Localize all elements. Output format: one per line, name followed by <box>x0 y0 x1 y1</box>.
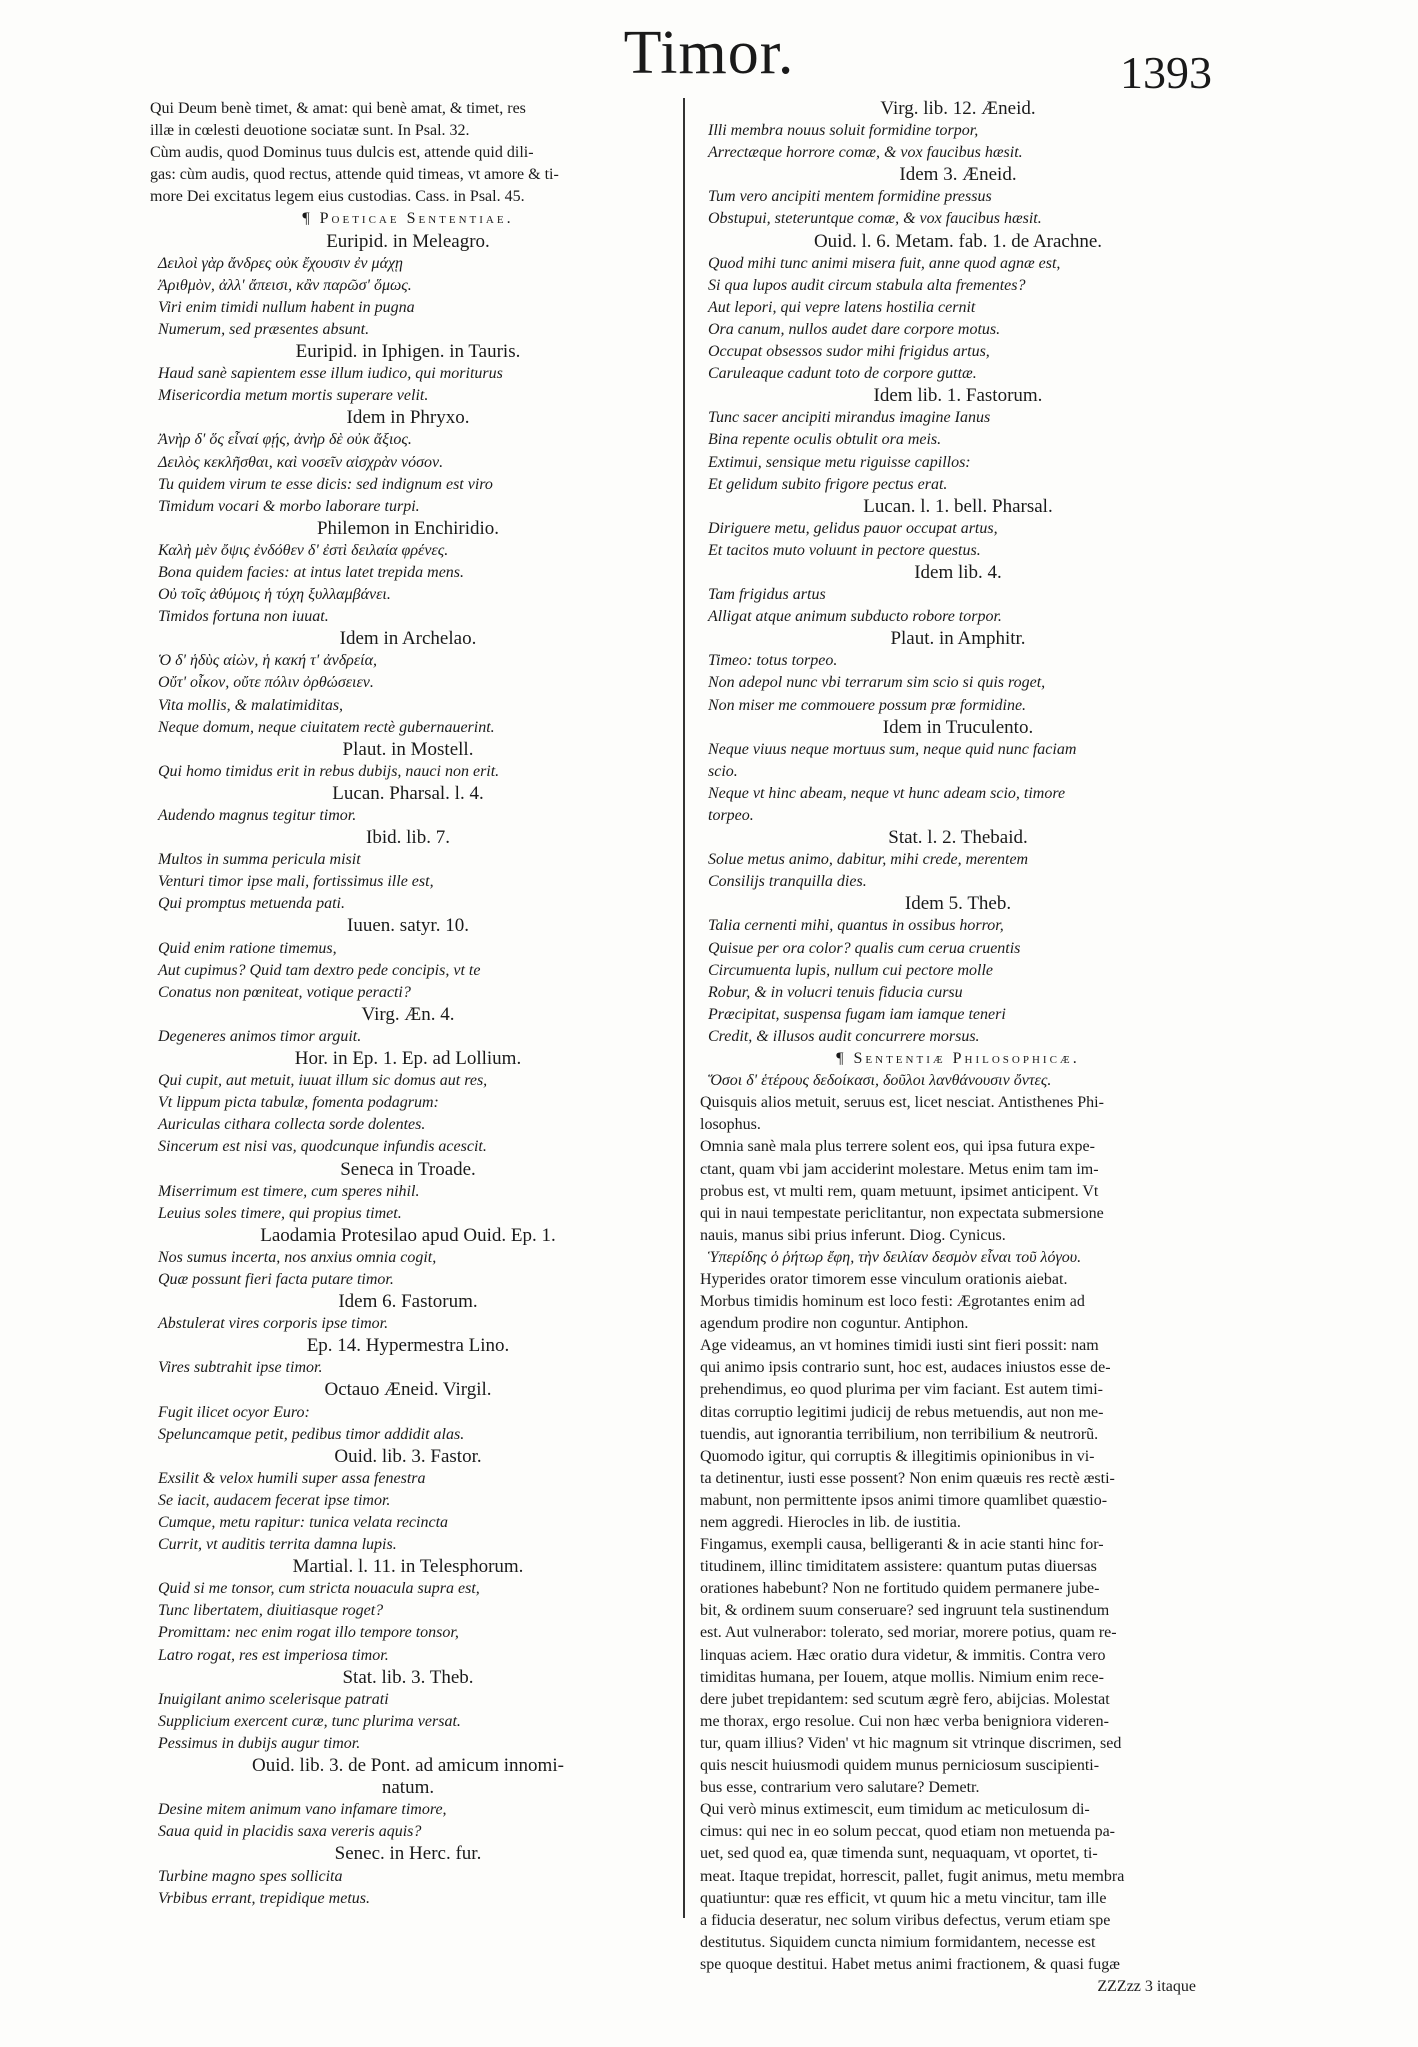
prose-line: Morbus timidis hominum est loco festi: Ægrotantes enim ad <box>700 1293 1085 1311</box>
prose-line: linquas aciem. Hæc oratio dura videtur, & immitis. Contra vero <box>700 1646 1106 1664</box>
prose-line: qui in naui tempestate periclitantur, non expectata submersione <box>700 1204 1104 1222</box>
verse-line: Timidos fortuna non iuuat. <box>158 608 329 626</box>
prose-line: quatiuntur: quæ res efficit, vt quum hic a metu vincitur, tam ille <box>700 1889 1107 1907</box>
verse-line: Tum vero ancipiti mentem formidine pressus <box>708 188 992 206</box>
prose-line: agendum prodire non coguntur. Antiphon. <box>700 1315 969 1333</box>
citation-heading: Plaut. in Amphitr. <box>890 628 1026 650</box>
verse-line: Degeneres animos timor arguit. <box>158 1027 362 1045</box>
prose-line: titudinem, illinc timiditatem assistere: quantum putas diuersas <box>700 1558 1097 1576</box>
citation-heading: Lucan. l. 1. bell. Pharsal. <box>863 495 1053 517</box>
prose-line: Fingamus, exempli causa, belligeranti & in acie stanti hinc for- <box>700 1536 1104 1554</box>
greek-line: Ὅσοι δ' ἑτέρους δεδοίκασι, δοῦλοι λανθάνουσιν ὄντες. <box>708 1072 1052 1090</box>
verse-line: Timidum vocari & morbo laborare turpi. <box>158 497 420 515</box>
verse-line: scio. <box>708 762 738 780</box>
prose-line: ditas corruptio legitimi judicij de rebus metuendis, aut non me- <box>700 1403 1104 1421</box>
prose-line: Quisquis alios metuit, seruus est, licet nesciat. Antisthenes Phi- <box>700 1094 1104 1112</box>
prose-line: Cùm audis, quod Dominus tuus dulcis est, attende quid dili- <box>150 144 534 162</box>
verse-line: Quæ possunt fieri facta putare timor. <box>158 1270 394 1288</box>
verse-line: Qui cupit, aut metuit, iuuat illum sic domus aut res, <box>158 1072 488 1090</box>
verse-line: Conatus non pœniteat, votique peracti? <box>158 983 411 1001</box>
prose-line: Omnia sanè mala plus terrere solent eos, qui ipsa futura expe- <box>700 1138 1095 1156</box>
verse-line: Solue metus animo, dabitur, mihi crede, merentem <box>708 851 1029 869</box>
citation-heading: Idem lib. 4. <box>914 561 1002 583</box>
verse-line: Haud sanè sapientem esse illum iudico, qui moriturus <box>158 365 503 383</box>
verse-line: Multos in summa pericula misit <box>158 851 361 869</box>
verse-line: Vita mollis, & malatimiditas, <box>158 696 344 714</box>
verse-line: Desine mitem animum vano infamare timore, <box>158 1801 447 1819</box>
prose-line: probus est, vt multi rem, quam metuunt, ipsimet anticipent. Vt <box>700 1182 1099 1200</box>
verse-line: Et tacitos muto voluunt in pectore questus. <box>708 541 981 559</box>
verse-line: Ora canum, nullos audet dare corpore motus. <box>708 320 1001 338</box>
verse-line: Vt lippum picta tabulæ, fomenta podagrum: <box>158 1094 439 1112</box>
greek-line: Δειλὸς κεκλῆσθαι, καὶ νοσεῖν αἰσχρὰν νόσον. <box>158 453 444 471</box>
verse-line: Venturi timor ipse mali, fortissimus ille est, <box>158 873 434 891</box>
section-heading: ¶ Poeticae Sententiae. <box>302 210 514 228</box>
citation-heading: Stat. l. 2. Thebaid. <box>888 827 1028 849</box>
prose-line: more Dei excitatus legem eius custodias. Cass. in Psal. 45. <box>150 188 525 206</box>
verse-line: Misericordia metum mortis superare velit. <box>158 387 429 405</box>
verse-line: Turbine magno spes sollicita <box>158 1867 343 1885</box>
prose-line: Qui Deum benè timet, & amat: qui benè amat, & timet, res <box>150 100 526 117</box>
verse-line: Neque domum, neque ciuitatem rectè gubernauerint. <box>158 718 495 736</box>
citation-heading: Ouid. lib. 3. Fastor. <box>334 1445 482 1467</box>
prose-line: nem aggredi. Hierocles in lib. de iustitia. <box>700 1514 961 1531</box>
verse-line: Extimui, sensique metu riguisse capillos: <box>708 453 971 471</box>
verse-line: Illi membra nouus soluit formidine torpor, <box>708 122 979 140</box>
prose-line: qui animo ipsis contrario sunt, hoc est, audaces iniustos esse de- <box>700 1359 1111 1377</box>
verse-line: Quid enim ratione timemus, <box>158 939 337 957</box>
prose-line: dere jubet trepidantem: sed scutum ægrè fero, abijcias. Molestat <box>700 1690 1110 1708</box>
citation-heading: Senec. in Herc. fur. <box>334 1843 482 1865</box>
verse-line: Et gelidum subito frigore pectus erat. <box>708 475 948 493</box>
verse-line: Neque viuus neque mortuus sum, neque quid nunc faciam <box>708 740 1077 758</box>
citation-heading: Martial. l. 11. in Telesphorum. <box>292 1556 524 1578</box>
citation-heading: Stat. lib. 3. Theb. <box>342 1666 474 1688</box>
left-column <box>150 98 666 1910</box>
verse-line: Præcipitat, suspensa fugam iam iamque teneri <box>708 1005 1006 1023</box>
verse-line: Tunc sacer ancipiti mirandus imagine Ianus <box>708 409 991 427</box>
verse-line: Leuius soles timere, qui propius timet. <box>158 1204 402 1222</box>
citation-heading: Laodamia Protesilao apud Ouid. Ep. 1. <box>260 1224 556 1246</box>
prose-line: losophus. <box>700 1116 761 1134</box>
verse-line: Consilijs tranquilla dies. <box>708 873 867 891</box>
verse-line: Tam frigidus artus <box>708 586 826 604</box>
verse-line: Diriguere metu, gelidus pauor occupat artus, <box>708 519 998 537</box>
prose-line: destitutus. Siquidem cuncta nimium formidantem, necesse est <box>700 1933 1096 1951</box>
verse-line: Audendo magnus tegitur timor. <box>158 807 357 824</box>
verse-line: Inuigilant animo scelerisque patrati <box>158 1690 389 1708</box>
citation-heading: Hor. in Ep. 1. Ep. ad Lollium. <box>294 1048 522 1070</box>
citation-heading: Euripid. in Meleagro. <box>326 230 490 252</box>
verse-line: Exsilit & velox humili super assa fenestra <box>158 1469 426 1487</box>
verse-line: Credit, & illusos audit concurrere morsus. <box>708 1027 980 1045</box>
verse-line: Qui homo timidus erit in rebus dubijs, nauci non erit. <box>158 762 500 780</box>
verse-line: torpeo. <box>708 807 754 824</box>
citation-heading: Idem 3. Æneid. <box>899 164 1017 186</box>
verse-line: Neque vt hinc abeam, neque vt hunc adeam scio, timore <box>708 784 1066 802</box>
citation-heading: Octauo Æneid. Virgil. <box>324 1379 492 1401</box>
prose-line: nauis, manus sibi prius inferunt. Diog. Cynicus. <box>700 1226 1006 1244</box>
citation-heading: Euripid. in Iphigen. in Tauris. <box>295 341 521 363</box>
citation-heading: Idem 5. Theb. <box>904 893 1012 915</box>
verse-line: Bona quidem facies: at intus latet trepida mens. <box>158 563 465 581</box>
citation-heading: Ep. 14. Hypermestra Lino. <box>306 1335 510 1357</box>
verse-line: Non adepol nunc vbi terrarum sim scio si quis roget, <box>708 674 1046 692</box>
citation-heading: Idem lib. 1. Fastorum. <box>873 385 1043 407</box>
verse-line: Quisue per ora color? qualis cum cerua cruentis <box>708 939 1021 957</box>
verse-line: Robur, & in volucri tenuis fiducia cursu <box>708 983 963 1001</box>
prose-line: orationes habebunt? Non ne fortitudo quidem permanere jube- <box>700 1580 1100 1598</box>
verse-line: Pessimus in dubijs augur timor. <box>158 1734 361 1752</box>
greek-line: Οὔτ' οἶκον, οὔτε πόλιν ὀρθώσειεν. <box>158 674 374 692</box>
verse-line: Cumque, metu rapitur: tunica velata recincta <box>158 1514 449 1531</box>
greek-line: Καλὴ μὲν ὄψις ἐνδόθεν δ' ἐστὶ δειλαία φρένες. <box>158 541 449 559</box>
citation-heading: Idem in Archelao. <box>339 628 477 650</box>
verse-line: Tu quidem virum te esse dicis: sed indignum est viro <box>158 475 493 493</box>
verse-line: Se iacit, audacem fecerat ipse timor. <box>158 1491 391 1509</box>
verse-line: Circumuenta lupis, nullum cui pectore molle <box>708 961 993 979</box>
verse-line: Miserrimum est timere, cum speres nihil. <box>158 1182 420 1200</box>
verse-line: Talia cernenti mihi, quantus in ossibus horror, <box>708 917 1004 935</box>
citation-heading: Ouid. lib. 3. de Pont. ad amicum innomi- <box>252 1755 564 1777</box>
verse-line: Auriculas cithara collecta sorde dolentes. <box>158 1116 426 1134</box>
greek-line: Ἀνὴρ δ' ὅς εἶναί φῄς, ἀνὴρ δὲ οὐκ ἄξιος. <box>158 431 412 449</box>
greek-line: Ὁ δ' ἡδὺς αἰὼν, ἡ κακή τ' ἀνδρεία, <box>158 652 377 670</box>
verse-line: Bina repente oculis obtulit ora meis. <box>708 431 942 449</box>
prose-line: a fiducia deseratur, nec solum viribus defectus, verum etiam spe <box>700 1911 1111 1929</box>
citation-heading: Philemon in Enchiridio. <box>316 517 500 539</box>
verse-line: Saua quid in placidis saxa vereris aquis? <box>158 1823 422 1841</box>
verse-line: Viri enim timidi nullum habent in pugna <box>158 298 415 316</box>
page-number: 1393 <box>1120 47 1212 98</box>
prose-line: bus esse, contrarium vero salutare? Demetr. <box>700 1779 980 1797</box>
prose-line: ta detinentur, iusti esse possent? Non enim quæuis res rectè æsti- <box>700 1469 1115 1487</box>
prose-line: tuendis, aut ignorantia terribilium, non terribilium & neutrorũ. <box>700 1425 1099 1443</box>
prose-line: spe quoque destitui. Habet metus animi fractionem, & quasi fugæ <box>700 1955 1120 1973</box>
verse-line: Obstupui, steteruntque comæ, & vox faucibus hæsit. <box>708 210 1042 228</box>
prose-line: Quomodo igitur, qui corruptis & illegitimis opinionibus in vi- <box>700 1447 1095 1465</box>
verse-line: Nos sumus incerta, nos anxius omnia cogit, <box>158 1248 437 1266</box>
verse-line: Timeo: totus torpeo. <box>708 652 838 670</box>
right-column <box>700 98 1216 1998</box>
greek-line: Ἀριθμὸν, ἀλλ' ἄπεισι, κἂν παρῶσ' ὅμως. <box>158 276 412 294</box>
prose-line: Age videamus, an vt homines timidi iusti sint fieri possit: nam <box>700 1337 1099 1355</box>
citation-heading: Plaut. in Mostell. <box>342 738 474 760</box>
prose-line: Hyperides orator timorem esse vinculum orationis aiebat. <box>700 1270 1068 1288</box>
verse-line: Aut cupimus? Quid tam dextro pede concipis, vt te <box>158 961 481 979</box>
verse-line: Numerum, sed præsentes absunt. <box>158 320 370 338</box>
prose-line: bit, & ordinem suum conseruare? sed ingruunt tela sustinendum <box>700 1602 1110 1620</box>
citation-heading: Virg. lib. 12. Æneid. <box>880 98 1036 119</box>
prose-line: uet, sed quod ea, quæ timenda sunt, nequaquam, vt oportet, ti- <box>700 1845 1098 1863</box>
page-title: Timor. <box>623 19 795 87</box>
prose-line: mabunt, non permittente ipsos animi timore quamlibet quæstio- <box>700 1491 1108 1509</box>
verse-line: Supplicium exercent curæ, tunc plurima versat. <box>158 1712 461 1730</box>
citation-heading: Idem in Truculento. <box>882 716 1034 738</box>
prose-line: Qui verò minus extimescit, eum timidum ac meticulosum di- <box>700 1801 1090 1819</box>
citation-heading: Idem 6. Fastorum. <box>338 1291 478 1313</box>
greek-line: Δειλοὶ γὰρ ἄνδρες οὐκ ἔχουσιν ἐν μάχῃ <box>158 254 403 272</box>
verse-line: Promittam: nec enim rogat illo tempore tonsor, <box>158 1624 459 1642</box>
verse-line: Si qua lupos audit circum stabula alta frementes? <box>708 276 1026 294</box>
greek-line: Ὑπερίδης ὁ ῥήτωρ ἔφη, τὴν δειλίαν δεσμὸν εἶναι τοῦ λόγου. <box>708 1248 1082 1266</box>
citation-heading: Lucan. Pharsal. l. 4. <box>332 782 484 804</box>
prose-line: prehendimus, eo quod plurima per vim faciant. Est autem timi- <box>700 1381 1104 1399</box>
verse-line: Quid si me tonsor, cum stricta nouacula supra est, <box>158 1580 480 1598</box>
prose-line: cimus: qui nec in eo solum peccat, quod etiam non metuenda pa- <box>700 1823 1115 1841</box>
verse-line: Tunc libertatem, diuitiasque roget? <box>158 1602 384 1620</box>
prose-line: illæ in cœlesti deuotione sociatæ sunt. In Psal. 32. <box>150 122 470 140</box>
verse-line: Vrbibus errant, trepidique metus. <box>158 1889 370 1907</box>
prose-line: quis nescit huiusmodi quidem munus perniciosum suscipienti- <box>700 1757 1100 1775</box>
verse-line: Aut lepori, qui vepre latens hostilia cernit <box>708 298 976 316</box>
greek-line: Οὐ τοῖς ἀθύμοις ἡ τύχη ξυλλαμβάνει. <box>158 586 391 604</box>
verse-line: Speluncamque petit, pedibus timor addidit alas. <box>158 1425 465 1443</box>
verse-line: Quod mihi tunc animi misera fuit, anne quod agnæ est, <box>708 254 1061 272</box>
citation-heading: Seneca in Troade. <box>340 1158 476 1180</box>
verse-line: Qui promptus metuenda pati. <box>158 895 345 913</box>
verse-line: Caruleaque cadunt toto de corpore guttæ. <box>708 365 977 383</box>
citation-heading: Ouid. l. 6. Metam. fab. 1. de Arachne. <box>813 230 1103 252</box>
verse-line: Abstulerat vires corporis ipse timor. <box>158 1315 389 1333</box>
prose-line: ctant, quam vbi jam acciderint molestare. Metus enim tam im- <box>700 1160 1099 1178</box>
prose-line: me thorax, ergo resolue. Cui non hæc verba benigniora videren- <box>700 1712 1109 1730</box>
column-divider <box>683 98 685 1918</box>
citation-heading: natum. <box>381 1777 435 1799</box>
verse-line: Vires subtrahit ipse timor. <box>158 1359 323 1377</box>
verse-line: Fugit ilicet ocyor Euro: <box>158 1403 310 1421</box>
verse-line: Alligat atque animum subducto robore torpor. <box>708 608 1002 626</box>
verse-line: Sincerum est nisi vas, quodcunque infundis acescit. <box>158 1138 487 1156</box>
section-heading: ¶ Sententiæ Philosophicæ. <box>836 1050 1080 1068</box>
citation-heading: Idem in Phryxo. <box>346 407 470 429</box>
verse-line: Occupat obsessos sudor mihi frigidus artus, <box>708 343 990 361</box>
prose-line: est. Aut vulnerabor: tolerato, sed moriar, morere potius, quam re- <box>700 1624 1117 1642</box>
verse-line: Currit, vt auditis territa damna lupis. <box>158 1536 397 1554</box>
citation-heading: Ibid. lib. 7. <box>366 827 450 849</box>
catchword-line: ZZZzz 3 itaque <box>1097 1977 1196 1995</box>
citation-heading: Iuuen. satyr. 10. <box>347 915 469 937</box>
verse-line: Arrectæque horrore comæ, & vox faucibus hæsit. <box>708 144 1023 162</box>
verse-line: Non miser me commouere possum præ formidine. <box>708 696 1027 714</box>
prose-line: timiditas humana, per Iouem, atque mollis. Nimium enim rece- <box>700 1668 1104 1686</box>
prose-line: gas: cùm audis, quod rectus, attende quid timeas, vt amore & ti- <box>150 166 559 184</box>
prose-line: tur, quam illius? Viden' vt hic magnum sit vtrinque discrimen, sed <box>700 1734 1122 1752</box>
prose-line: meat. Itaque trepidat, horrescit, pallet, fugit animus, metu membra <box>700 1867 1125 1885</box>
citation-heading: Virg. Æn. 4. <box>361 1003 455 1025</box>
verse-line: Latro rogat, res est imperiosa timor. <box>158 1646 389 1664</box>
